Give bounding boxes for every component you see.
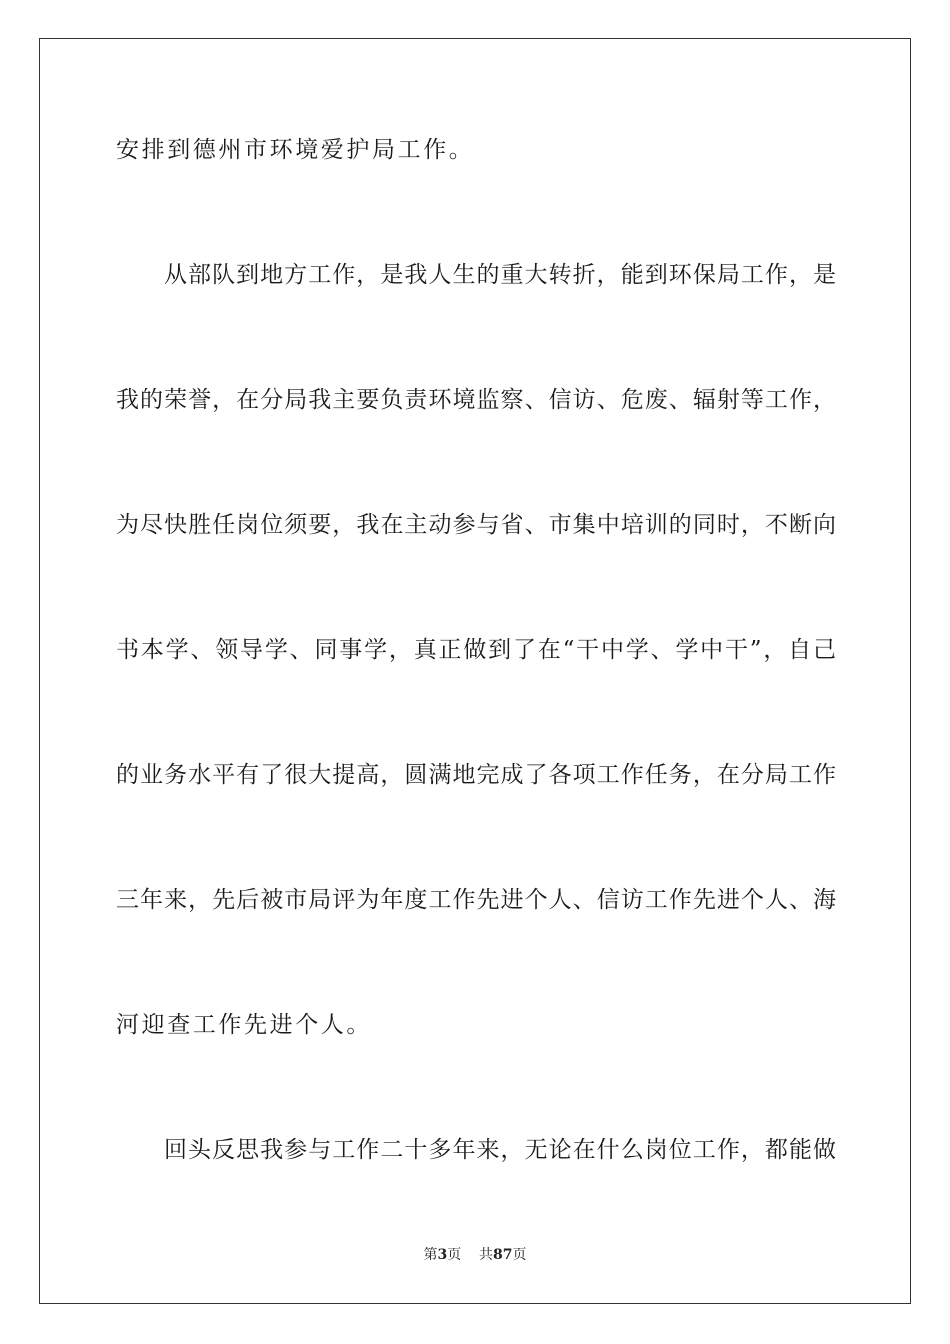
page-number: 3 xyxy=(437,1247,448,1263)
text-line-9: 回头反思我参与工作二十多年来，无论在什么岗位工作，都能做 xyxy=(164,1137,836,1163)
page-footer xyxy=(0,1246,950,1264)
text-line-1: 安排到德州市环境爱护局工作。 xyxy=(116,137,475,163)
page-border xyxy=(39,38,911,1304)
text-line-2: 从部队到地方工作，是我人生的重大转折，能到环保局工作，是 xyxy=(164,262,836,288)
total-pages: 87 xyxy=(493,1247,513,1263)
total-suffix: 页 xyxy=(512,1247,527,1263)
text-line-5: 书本学、领导学、同事学，真正做到了在“干中学、学中干”，自己 xyxy=(116,637,836,663)
text-line-3: 我的荣誉，在分局我主要负责环境监察、信访、危废、辐射等工作， xyxy=(116,387,836,413)
page-prefix: 第 xyxy=(423,1247,438,1263)
text-line-4: 为尽快胜任岗位须要，我在主动参与省、市集中培训的同时，不断向 xyxy=(116,512,836,538)
text-line-6: 的业务水平有了很大提高，圆满地完成了各项工作任务，在分局工作 xyxy=(116,762,836,788)
total-prefix: 共 xyxy=(479,1247,494,1263)
text-line-7: 三年来，先后被市局评为年度工作先进个人、信访工作先进个人、海 xyxy=(116,887,836,913)
page-suffix: 页 xyxy=(447,1247,462,1263)
text-line-8: 河迎查工作先进个人。 xyxy=(116,1012,372,1038)
